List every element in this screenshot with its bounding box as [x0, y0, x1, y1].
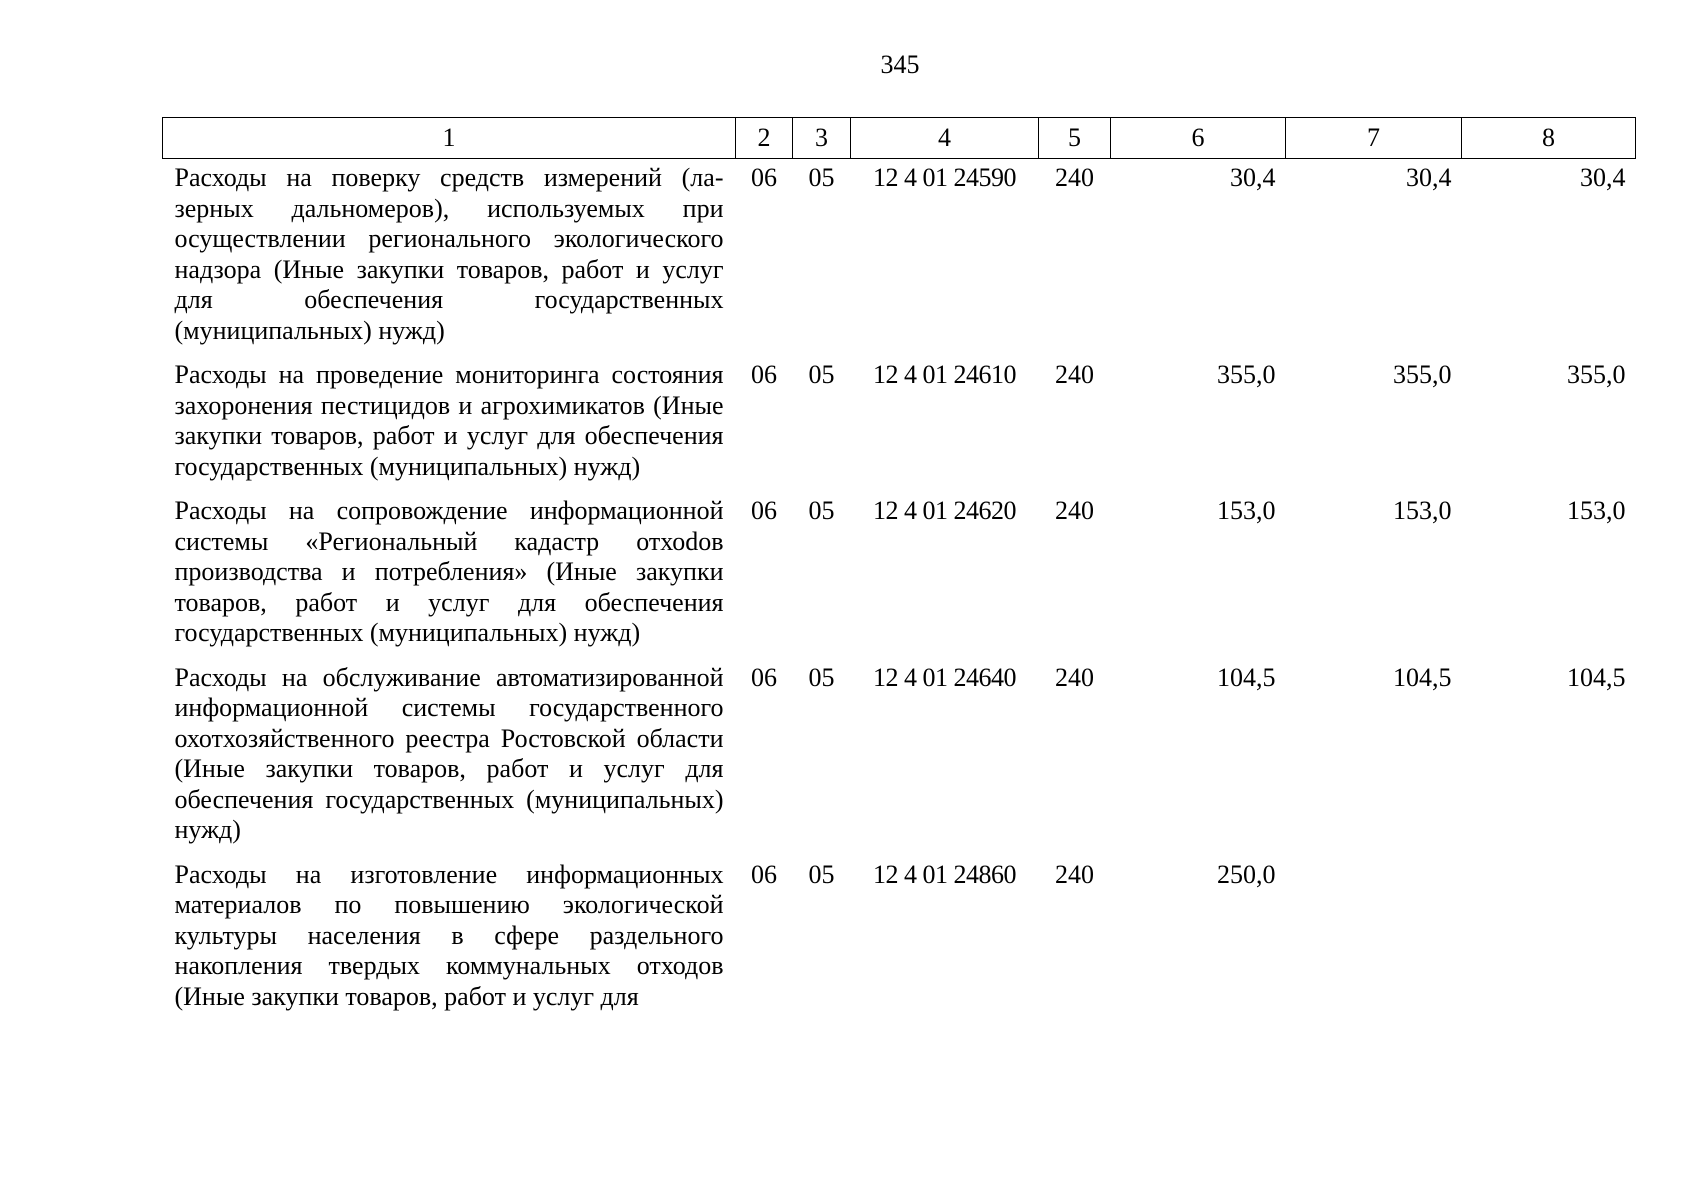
- row-description: Расходы на изготовление информационных материалов по повышению экологической культуры населения в сфере раздельного накопления твердых коммунальных отходов (Иные закупки товаров, работ и услуг для: [174, 859, 724, 1011]
- row-subsection-code: 05: [808, 859, 835, 889]
- row-description: Расходы на проведение мониторинга состояния захоронения пестицидов и агрохимикатов (Иные закупки товаров, работ и услуг для обеспечения государственных (муниципальных) нужд): [174, 360, 724, 481]
- row-description: Расходы на сопровождение информационной системы «Региональный кадастр отхоdов производства и потребления» (Иные закупки товаров, работ и услуг для обеспечения государственных (муниципальных) нужд): [174, 496, 724, 647]
- row-subsection-code: 05: [808, 163, 835, 192]
- table-row: [163, 159, 1636, 361]
- row-section-code: 06: [751, 496, 777, 525]
- table-row: [163, 860, 1636, 1027]
- row-section-code: 06: [751, 859, 777, 889]
- header-cell-6: 6: [1111, 118, 1286, 159]
- row-amount-col8: 104,5: [1567, 662, 1626, 692]
- row-target-article-code: 12 4 01 24640: [873, 662, 1016, 692]
- row-target-article-code: 12 4 01 24860: [873, 859, 1016, 889]
- row-amount-col6: 153,0: [1217, 496, 1276, 525]
- page-number: 345: [880, 50, 920, 79]
- row-subsection-code: 05: [808, 496, 835, 525]
- header-cell-2: 2: [736, 118, 793, 159]
- row-amount-col7: 153,0: [1393, 496, 1452, 525]
- row-expense-type-code: 240: [1055, 496, 1094, 525]
- row-amount-col7: 104,5: [1393, 662, 1452, 692]
- row-description: Расходы на обслуживание автоматизированной информационной системы государственного охотхозяйственного реестра Ростовской области (Иные закупки товаров, работ и услуг для обеспечения государственных (муниципальных) нужд): [174, 662, 724, 844]
- row-amount-col7: [1286, 860, 1462, 1027]
- header-cell-5: 5: [1039, 118, 1111, 159]
- header-cell-8: 8: [1462, 118, 1636, 159]
- row-amount-col6: 250,0: [1217, 859, 1276, 889]
- row-section-code: 06: [751, 360, 777, 389]
- budget-table: [162, 117, 1636, 1026]
- row-subsection-code: 05: [808, 360, 835, 389]
- row-section-code: 06: [751, 163, 777, 192]
- row-amount-col8: [1462, 860, 1636, 1027]
- table-header-row: [163, 118, 1636, 159]
- row-description: Расходы на поверку средств измерений (лазерных дальномеров), используемых при осуществлении регионального экологического надзора (Иные закупки товаров, работ и услуг для обеспечения государственных (муниципальных) нужд): [174, 163, 724, 345]
- row-expense-type-code: 240: [1055, 662, 1094, 692]
- row-expense-type-code: 240: [1055, 360, 1094, 389]
- header-cell-1: 1: [163, 118, 736, 159]
- table-row: [163, 663, 1636, 860]
- row-amount-col7: 30,4: [1406, 163, 1452, 192]
- row-target-article-code: 12 4 01 24610: [873, 360, 1016, 389]
- row-amount-col7: 355,0: [1393, 360, 1452, 389]
- row-amount-col6: 104,5: [1217, 662, 1276, 692]
- table-row: [163, 360, 1636, 496]
- row-amount-col8: 30,4: [1580, 163, 1626, 192]
- row-amount-col8: 355,0: [1567, 360, 1626, 389]
- row-target-article-code: 12 4 01 24620: [873, 496, 1016, 525]
- header-cell-3: 3: [793, 118, 851, 159]
- table-row: [163, 496, 1636, 663]
- header-cell-4: 4: [851, 118, 1039, 159]
- row-amount-col6: 30,4: [1230, 163, 1276, 192]
- row-section-code: 06: [751, 662, 777, 692]
- row-target-article-code: 12 4 01 24590: [873, 163, 1016, 192]
- row-subsection-code: 05: [808, 662, 835, 692]
- row-expense-type-code: 240: [1055, 859, 1094, 889]
- header-cell-7: 7: [1286, 118, 1462, 159]
- row-expense-type-code: 240: [1055, 163, 1094, 192]
- row-amount-col8: 153,0: [1567, 496, 1626, 525]
- row-amount-col6: 355,0: [1217, 360, 1276, 389]
